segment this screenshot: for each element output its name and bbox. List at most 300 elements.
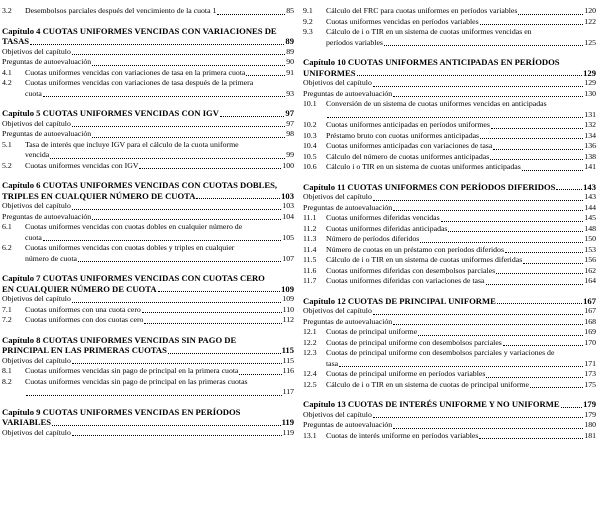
dot-leader bbox=[43, 96, 285, 97]
dot-leader bbox=[30, 44, 284, 45]
page-number: 90 bbox=[286, 57, 294, 66]
page-number: 134 bbox=[584, 130, 596, 140]
dot-leader bbox=[373, 86, 583, 87]
chapter-heading[interactable] bbox=[303, 296, 596, 307]
page-number: 98 bbox=[286, 129, 294, 138]
page-number: 112 bbox=[282, 315, 294, 324]
page-number: 107 bbox=[282, 253, 294, 263]
chapter-heading[interactable] bbox=[2, 26, 294, 47]
toc-entry-first-line bbox=[2, 377, 294, 388]
section-title: Objetivos del capítulo bbox=[2, 355, 71, 365]
section-title: Preguntas de autoevaluación bbox=[303, 202, 393, 212]
section-number: 10.1 bbox=[303, 99, 317, 108]
dot-leader bbox=[158, 291, 281, 292]
chapter-title-last-line bbox=[303, 68, 596, 79]
chapter-title-line: Capítulo 10 CUOTAS UNIFORMES ANTICIPADAS EN PERÍODOS bbox=[303, 57, 560, 67]
section-title: Preguntas de autoevaluación bbox=[2, 57, 92, 66]
toc-entry[interactable] bbox=[2, 129, 294, 140]
section-number: 10.3 bbox=[303, 130, 317, 140]
page-number: 120 bbox=[584, 6, 596, 15]
chapter-title-line: Capítulo 4 CUOTAS UNIFORMES VENCIDAS CON VARIACIONES DE bbox=[2, 25, 277, 36]
section-title: Cuotas de principal uniforme con desembolsos parciales bbox=[326, 337, 502, 347]
chapter-title-line: Capítulo 8 CUOTAS UNIFORMES VENCIDAS SIN PAGO DE bbox=[2, 334, 237, 345]
dot-leader bbox=[480, 24, 584, 25]
dot-leader bbox=[490, 159, 583, 160]
toc-entry[interactable] bbox=[2, 294, 294, 305]
dot-leader bbox=[139, 168, 281, 169]
dot-leader bbox=[92, 137, 285, 138]
toc-column-left bbox=[2, 6, 294, 438]
section-number: 11.7 bbox=[303, 276, 317, 285]
section-title: Cuotas uniformes anticipadas con variaciones de tasa bbox=[326, 141, 493, 150]
toc-entry[interactable] bbox=[2, 243, 294, 264]
section-number: 4.1 bbox=[2, 67, 12, 77]
dot-leader bbox=[339, 366, 583, 367]
section-number: 10.5 bbox=[303, 151, 317, 161]
page-number: 138 bbox=[584, 151, 596, 161]
dot-leader bbox=[493, 149, 583, 150]
chapter-title-line: PRINCIPAL EN LAS PRIMERAS CUOTAS bbox=[2, 345, 167, 355]
toc-entry-last-line bbox=[2, 150, 294, 161]
toc-entry[interactable] bbox=[303, 152, 596, 163]
dot-leader bbox=[220, 116, 284, 117]
dot-leader bbox=[441, 221, 584, 222]
page-number: 167 bbox=[583, 295, 596, 306]
chapter-title-line: Capítulo 13 CUOTAS DE INTERÉS UNIFORME Y NO UNIFORME bbox=[303, 399, 560, 409]
dot-leader bbox=[393, 96, 583, 97]
section-number: 11.3 bbox=[303, 234, 317, 243]
page-number: 173 bbox=[584, 369, 596, 378]
dot-leader bbox=[393, 428, 583, 429]
section-title-continued: períodos variables bbox=[326, 37, 383, 47]
toc-entry-first-line bbox=[2, 140, 294, 151]
toc-entry[interactable] bbox=[2, 428, 294, 439]
section-title: Cuotas de principal uniforme con desembolsos parciales y variaciones de bbox=[326, 348, 555, 357]
page-number: 136 bbox=[584, 141, 596, 150]
section-title-continued: cuota bbox=[25, 88, 42, 98]
toc-entry[interactable] bbox=[303, 431, 596, 442]
section-title: Objetivos del capítulo bbox=[2, 118, 71, 128]
toc-entry[interactable] bbox=[2, 47, 294, 58]
section-title: Cálculo del FRC para cuotas uniformes en períodos variables bbox=[326, 6, 518, 15]
section-title: Cálculo del número de cuotas uniformes anticipadas bbox=[326, 151, 490, 161]
section-number: 13.1 bbox=[303, 430, 317, 440]
page-number: 150 bbox=[584, 234, 596, 243]
toc-entry[interactable] bbox=[303, 410, 596, 421]
dot-leader bbox=[50, 158, 285, 159]
section-title: Objetivos del capítulo bbox=[303, 409, 372, 419]
dot-leader bbox=[142, 312, 282, 313]
toc-entry[interactable] bbox=[303, 317, 596, 328]
dot-leader bbox=[72, 126, 285, 127]
dot-leader bbox=[246, 75, 285, 76]
chapter-title-line: Capítulo 6 CUOTAS UNIFORMES VENCIDAS CON CUOTAS DOBLES, bbox=[2, 180, 278, 190]
toc-entry[interactable] bbox=[303, 369, 596, 380]
page-number: 181 bbox=[584, 430, 596, 440]
toc-entry[interactable] bbox=[303, 131, 596, 142]
toc-entry[interactable] bbox=[303, 141, 596, 152]
page-number: 130 bbox=[584, 88, 596, 98]
page-number: 93 bbox=[286, 88, 294, 98]
toc-entry[interactable] bbox=[2, 6, 294, 17]
section-number: 9.2 bbox=[303, 16, 313, 26]
page-number: 141 bbox=[584, 162, 596, 171]
dot-leader bbox=[357, 75, 583, 76]
section-title: Cuotas uniformes con una cuota cero bbox=[25, 304, 141, 314]
toc-entry[interactable] bbox=[2, 377, 294, 398]
section-title: Cuotas uniformes diferidas con variaciones de tasa bbox=[326, 276, 485, 285]
section-title: Cálculo de i o TIR en un sistema de cuotas uniformes diferidas bbox=[326, 255, 523, 264]
toc-entry-first-line bbox=[2, 222, 294, 233]
toc-entry[interactable] bbox=[303, 17, 596, 28]
toc-entry[interactable] bbox=[303, 276, 596, 287]
chapter-title-line: Capítulo 7 CUOTAS UNIFORMES VENCIDAS CON CUOTAS CERO bbox=[2, 273, 265, 283]
dot-leader bbox=[239, 374, 281, 375]
toc-entry[interactable] bbox=[303, 6, 596, 17]
toc-entry[interactable] bbox=[303, 89, 596, 100]
dot-leader bbox=[496, 273, 583, 274]
section-number: 7.1 bbox=[2, 304, 12, 314]
dot-leader bbox=[43, 240, 281, 241]
section-number: 11.6 bbox=[303, 265, 317, 275]
toc-entry[interactable] bbox=[303, 380, 596, 391]
page-number: 143 bbox=[584, 192, 596, 201]
toc-entry[interactable] bbox=[303, 348, 596, 369]
chapter-title-line: Capítulo 12 CUOTAS DE PRINCIPAL UNIFORME bbox=[303, 295, 496, 306]
page-number: 115 bbox=[281, 345, 294, 355]
dot-leader bbox=[480, 138, 583, 139]
section-title: Cuotas uniformes vencidas con cuotas dobles en cualquier número de bbox=[25, 222, 243, 231]
section-title: Objetivos del capítulo bbox=[2, 201, 71, 210]
dot-leader bbox=[327, 117, 583, 118]
dot-leader bbox=[497, 303, 582, 304]
dot-leader bbox=[72, 54, 285, 55]
dot-leader bbox=[486, 377, 583, 378]
toc-entry-first-line bbox=[303, 348, 596, 359]
page-number: 119 bbox=[282, 427, 294, 437]
section-number: 6.1 bbox=[2, 222, 12, 231]
dot-leader bbox=[26, 395, 282, 396]
page-number: 164 bbox=[584, 276, 596, 285]
section-number: 11.2 bbox=[303, 223, 317, 233]
section-title: Cuotas uniformes vencidas sin pago de principal en las primeras cuotas bbox=[25, 376, 248, 386]
page-number: 116 bbox=[282, 366, 294, 375]
section-title: Cuotas de principal uniforme en períodos variables bbox=[326, 369, 486, 378]
toc-entry-last-line bbox=[2, 89, 294, 100]
page-number: 115 bbox=[282, 355, 294, 365]
section-number: 7.2 bbox=[2, 315, 12, 324]
section-number: 3.2 bbox=[2, 6, 12, 15]
toc-entry-first-line bbox=[303, 27, 596, 38]
section-title: Preguntas de autoevaluación bbox=[2, 211, 92, 221]
dot-leader bbox=[196, 198, 280, 199]
dot-leader bbox=[420, 242, 583, 243]
page-number: 91 bbox=[286, 67, 294, 77]
section-number: 10.4 bbox=[303, 141, 317, 150]
page-number: 97 bbox=[286, 118, 294, 128]
toc-entry-last-line bbox=[303, 38, 596, 49]
dot-leader bbox=[393, 210, 583, 211]
section-title: Objetivos del capítulo bbox=[2, 46, 71, 56]
dot-leader bbox=[556, 189, 582, 190]
toc-entry[interactable] bbox=[303, 27, 596, 48]
section-title: Desembolsos parciales después del vencimiento de la cuota 1 bbox=[25, 6, 217, 15]
section-title: Objetivos del capítulo bbox=[303, 192, 372, 201]
dot-leader bbox=[78, 261, 281, 262]
page-number: 171 bbox=[584, 358, 596, 368]
chapter-title-line: VARIABLES bbox=[2, 417, 52, 427]
section-title: Cálculo de i o TIR en un sistema de cuotas uniformes vencidas en bbox=[326, 27, 532, 36]
dot-leader bbox=[92, 219, 281, 220]
dot-leader bbox=[393, 324, 583, 325]
toc-entry[interactable] bbox=[303, 420, 596, 431]
section-number: 11.4 bbox=[303, 244, 317, 254]
page-number: 179 bbox=[584, 409, 596, 419]
section-title: Preguntas de autoevaluación bbox=[303, 88, 393, 98]
page-number: 175 bbox=[584, 379, 596, 389]
section-title: Cuotas uniformes diferidas vencidas bbox=[326, 213, 440, 222]
page-number: 103 bbox=[281, 190, 294, 201]
chapter-title-last-line bbox=[303, 182, 596, 193]
page-number: 99 bbox=[286, 150, 294, 159]
toc-entry[interactable] bbox=[2, 201, 294, 212]
dot-leader bbox=[448, 231, 583, 232]
section-title: Cuotas uniformes diferidas anticipadas bbox=[326, 223, 448, 233]
toc-entry[interactable] bbox=[303, 213, 596, 224]
toc-entry-last-line bbox=[2, 233, 294, 244]
section-number: 5.1 bbox=[2, 139, 12, 149]
dot-leader bbox=[486, 284, 584, 285]
toc-entry-first-line bbox=[2, 243, 294, 254]
toc-entry[interactable] bbox=[303, 120, 596, 131]
toc-entry[interactable] bbox=[303, 192, 596, 203]
dot-leader bbox=[518, 14, 583, 15]
toc-entry[interactable] bbox=[2, 161, 294, 172]
dot-leader bbox=[72, 435, 282, 436]
chapter-title-last-line bbox=[2, 417, 294, 428]
section-title: Cuotas uniformes vencidas con variaciones de tasa en la primera cuota bbox=[25, 67, 246, 77]
section-title-continued: cuota bbox=[25, 232, 42, 242]
page-number: 145 bbox=[584, 213, 596, 222]
toc-entry[interactable] bbox=[303, 327, 596, 338]
page-number: 168 bbox=[584, 316, 596, 326]
chapter-heading[interactable] bbox=[2, 335, 294, 356]
page-number: 89 bbox=[285, 36, 294, 46]
toc-entry[interactable] bbox=[303, 338, 596, 349]
section-title: Cuotas uniformes diferidas con desembolsos parciales bbox=[326, 265, 496, 275]
section-number: 9.1 bbox=[303, 6, 313, 15]
toc-entry[interactable] bbox=[303, 234, 596, 245]
toc-entry[interactable] bbox=[2, 78, 294, 99]
section-number: 10.6 bbox=[303, 162, 317, 171]
section-title: Cuotas uniformes con dos cuotas cero bbox=[25, 315, 144, 324]
toc-entry[interactable] bbox=[303, 306, 596, 317]
page-number: 167 bbox=[584, 306, 596, 315]
dot-leader bbox=[503, 345, 583, 346]
dot-leader bbox=[92, 65, 285, 66]
page-number: 131 bbox=[584, 109, 596, 119]
section-title: Objetivos del capítulo bbox=[303, 306, 372, 315]
dot-leader bbox=[52, 425, 281, 426]
toc-entry[interactable] bbox=[2, 212, 294, 223]
section-title: Cuotas uniformes vencidas en períodos variables bbox=[326, 16, 479, 26]
section-title: Preguntas de autoevaluación bbox=[303, 316, 393, 326]
section-number: 6.2 bbox=[2, 243, 12, 252]
section-title-continued: número de cuota bbox=[25, 253, 77, 263]
section-title: Preguntas de autoevaluación bbox=[2, 129, 92, 138]
page-number: 169 bbox=[584, 327, 596, 336]
section-title: Número de cuotas en un préstamo con períodos diferidos bbox=[326, 244, 504, 254]
toc-entry[interactable] bbox=[303, 78, 596, 89]
toc-entry-last-line bbox=[303, 359, 596, 370]
section-title: Cuotas uniformes vencidas sin pago de principal en la primera cuota bbox=[25, 366, 239, 375]
page-number: 129 bbox=[584, 78, 596, 87]
toc-entry-last-line bbox=[2, 254, 294, 265]
section-title: Preguntas de autoevaluación bbox=[303, 420, 393, 429]
chapter-heading[interactable] bbox=[303, 182, 596, 193]
page-number: 103 bbox=[282, 201, 294, 210]
chapter-heading[interactable] bbox=[303, 399, 596, 410]
page-number: 97 bbox=[285, 108, 294, 118]
section-title: Cálculo i o TIR en un sistema de cuotas uniformes anticipadas bbox=[326, 162, 521, 171]
chapter-heading[interactable] bbox=[2, 180, 294, 201]
section-title: Objetivos del capítulo bbox=[2, 294, 71, 303]
dot-leader bbox=[418, 335, 583, 336]
page-number: 156 bbox=[584, 255, 596, 264]
toc-entry[interactable] bbox=[2, 315, 294, 326]
toc-entry-first-line bbox=[2, 78, 294, 89]
dot-leader bbox=[72, 363, 282, 364]
page-number: 144 bbox=[584, 202, 596, 212]
chapter-heading[interactable] bbox=[303, 57, 596, 78]
section-number: 8.2 bbox=[2, 376, 12, 386]
section-title: Tasa de interés que incluye IGV para el cálculo de la cuota uniforme bbox=[25, 139, 239, 149]
chapter-title-line: Capítulo 11 CUOTAS UNIFORMES CON PERÍODOS DIFERIDOS bbox=[303, 181, 556, 192]
toc-entry[interactable] bbox=[303, 266, 596, 277]
chapter-title-last-line bbox=[303, 296, 596, 307]
chapter-title-line: TRIPLES EN CUALQUIER NÚMERO DE CUOTA bbox=[2, 190, 196, 201]
section-number: 4.2 bbox=[2, 78, 12, 87]
section-number: 10.2 bbox=[303, 120, 317, 129]
page-number: 143 bbox=[583, 181, 596, 192]
page-number: 104 bbox=[282, 211, 294, 221]
page-number: 89 bbox=[286, 46, 294, 56]
toc-entry[interactable] bbox=[2, 119, 294, 130]
chapter-title-last-line bbox=[303, 399, 596, 410]
dot-leader bbox=[72, 209, 281, 210]
section-number: 5.2 bbox=[2, 160, 12, 170]
toc-entry[interactable] bbox=[303, 99, 596, 120]
chapter-title-line: Capítulo 9 CUOTAS UNIFORMES VENCIDAS EN PERÍODOS bbox=[2, 406, 241, 417]
chapter-heading[interactable] bbox=[2, 273, 294, 294]
chapter-heading[interactable] bbox=[2, 407, 294, 428]
dot-leader bbox=[491, 128, 583, 129]
page-number: 105 bbox=[282, 232, 294, 242]
dot-leader bbox=[505, 252, 583, 253]
chapter-title-last-line bbox=[2, 36, 294, 47]
page-number: 110 bbox=[282, 304, 294, 314]
toc-entry-last-line bbox=[303, 110, 596, 121]
page-number: 153 bbox=[584, 244, 596, 254]
dot-leader bbox=[168, 353, 281, 354]
page-number: 170 bbox=[584, 337, 596, 347]
toc-entry[interactable] bbox=[2, 222, 294, 243]
chapter-heading[interactable] bbox=[2, 108, 294, 119]
section-title: Cuotas uniformes anticipadas en períodos uniformes bbox=[326, 120, 490, 129]
toc-entry[interactable] bbox=[303, 245, 596, 256]
page-number: 179 bbox=[583, 399, 596, 409]
page-number: 117 bbox=[282, 387, 294, 396]
chapter-title-line: Capítulo 5 CUOTAS UNIFORMES VENCIDAS CON IGV bbox=[2, 108, 219, 118]
dot-leader bbox=[373, 417, 583, 418]
toc-entry-first-line bbox=[303, 99, 596, 110]
dot-leader bbox=[72, 302, 281, 303]
page-number: 119 bbox=[281, 417, 294, 427]
toc-entry-last-line bbox=[2, 387, 294, 398]
toc-entry[interactable] bbox=[303, 162, 596, 173]
chapter-title-line: EN CUALQUIER NÚMERO DE CUOTA bbox=[2, 283, 157, 294]
section-title: Número de períodos diferidos bbox=[326, 234, 420, 243]
toc-entry[interactable] bbox=[2, 305, 294, 316]
page-number: 132 bbox=[584, 120, 596, 129]
section-title: Préstamo bruto con cuotas uniformes anticipadas bbox=[326, 130, 480, 140]
section-number: 12.1 bbox=[303, 327, 317, 336]
chapter-title-last-line bbox=[2, 284, 294, 295]
page-number: 125 bbox=[584, 37, 596, 47]
page-number: 148 bbox=[584, 223, 596, 233]
page-number: 122 bbox=[584, 16, 596, 26]
section-title-continued: vencida bbox=[25, 150, 50, 159]
toc-entry[interactable] bbox=[2, 68, 294, 79]
toc-column-right bbox=[303, 6, 596, 441]
dot-leader bbox=[373, 314, 583, 315]
dot-leader bbox=[373, 200, 583, 201]
dot-leader bbox=[561, 407, 583, 408]
toc-entry[interactable] bbox=[2, 356, 294, 367]
section-number: 11.1 bbox=[303, 213, 317, 222]
toc-entry[interactable] bbox=[2, 140, 294, 161]
toc-entry[interactable] bbox=[303, 203, 596, 214]
page-number: 109 bbox=[282, 294, 294, 303]
section-title: Cuotas uniformes vencidas con IGV bbox=[25, 160, 139, 170]
page-number: 129 bbox=[583, 67, 596, 78]
dot-leader bbox=[384, 45, 583, 46]
section-title-continued: tasa bbox=[326, 358, 339, 368]
toc-entry[interactable] bbox=[303, 255, 596, 266]
section-number: 9.3 bbox=[303, 27, 313, 36]
section-title: Conversión de un sistema de cuotas uniformes vencidas en anticipadas bbox=[326, 99, 547, 108]
section-title: Cálculo de i o TIR en un sistema de cuotas de principal uniforme bbox=[326, 379, 529, 389]
chapter-title-line: TASAS bbox=[2, 36, 30, 46]
chapter-title-last-line bbox=[2, 108, 294, 119]
dot-leader bbox=[523, 263, 583, 264]
toc-entry[interactable] bbox=[2, 57, 294, 68]
page-number: 100 bbox=[282, 160, 294, 170]
page-number: 180 bbox=[584, 420, 596, 429]
dot-leader bbox=[479, 438, 583, 439]
section-title: Cuotas de interés uniforme en períodos variables bbox=[326, 430, 479, 440]
section-number: 12.2 bbox=[303, 337, 317, 347]
toc-entry[interactable] bbox=[303, 224, 596, 235]
dot-leader bbox=[522, 170, 584, 171]
section-title: Objetivos del capítulo bbox=[303, 78, 372, 87]
section-title: Cuotas de principal uniforme bbox=[326, 327, 418, 336]
page-number: 162 bbox=[584, 265, 596, 275]
page-number: 85 bbox=[286, 6, 294, 15]
chapter-title-line: UNIFORMES bbox=[303, 67, 356, 78]
toc-entry[interactable] bbox=[2, 366, 294, 377]
section-title: Cuotas uniformes vencidas con variaciones de tasa después de la primera bbox=[25, 78, 254, 87]
